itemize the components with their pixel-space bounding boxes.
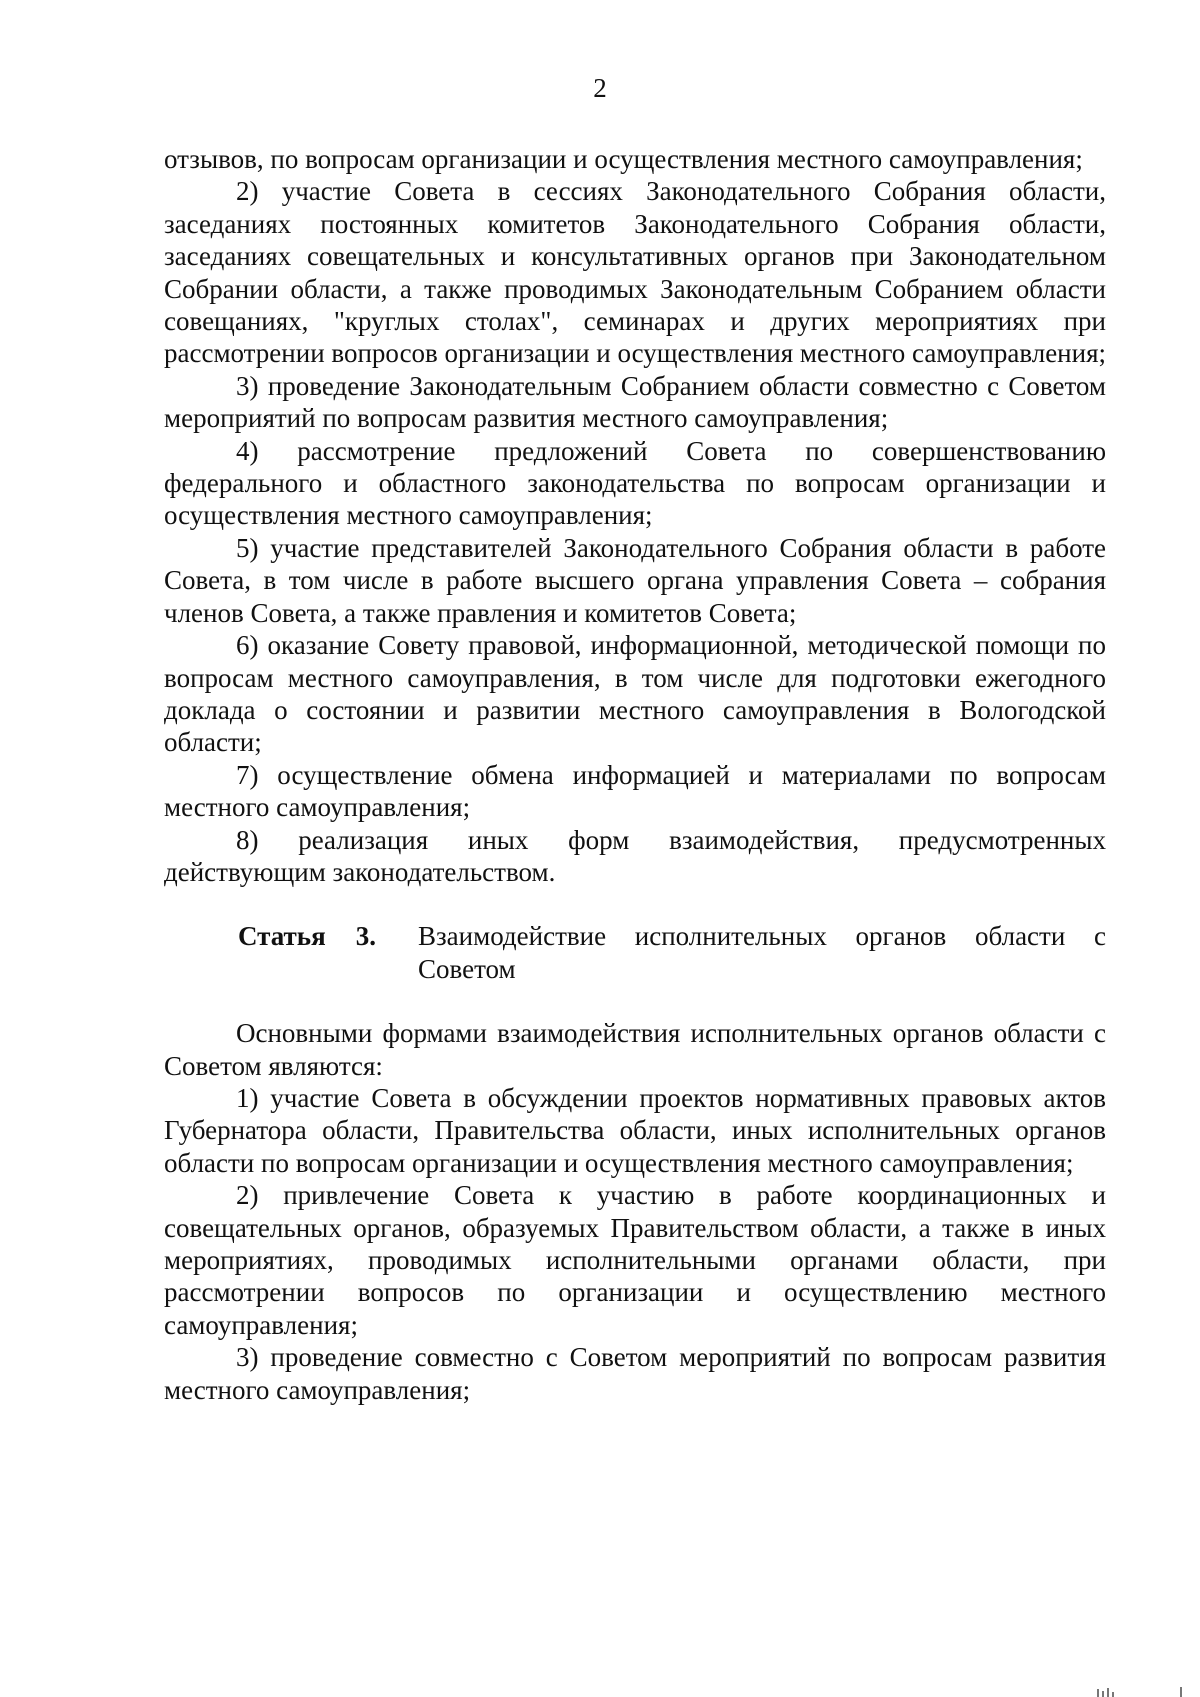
paragraph: отзывов, по вопросам организации и осуществления местного самоуправления;	[164, 144, 1083, 174]
paragraph: 2) привлечение Совета к участию в работе координационных и совещательных органов, образуемых Правительством области, а также в иных мероприятиях, проводимых исполнительными органами области, при рассмотрении вопросов по организации и осуществлению местного самоуправления;	[164, 1180, 1106, 1340]
article-number: 3.	[355, 921, 376, 952]
article-heading	[164, 920, 1106, 985]
paragraph: 2) участие Совета в сессиях Законодательного Собрания области, заседаниях постоянных комитетов Законодательного Собрания области, заседаниях совещательных и консультативных органов при Законодательном Собрании области, а также проводимых Законодательным Собранием области совещаниях, "круглых столах", семинарах и других мероприятиях при рассмотрении вопросов организации и осуществления местного самоуправления;	[164, 176, 1106, 369]
document-body	[164, 143, 1106, 1406]
scan-artifact-marks	[1097, 1687, 1182, 1697]
article-title: Взаимодействие исполнительных органов области с Советом	[418, 921, 1106, 984]
article-word: Статья	[238, 921, 326, 952]
page-number: 2	[593, 73, 607, 103]
article-label	[238, 920, 418, 985]
paragraph: 1) участие Совета в обсуждении проектов нормативных правовых актов Губернатора области, Правительства области, иных исполнительных органов области по вопросам организации и осуществления местного самоуправления;	[164, 1082, 1106, 1178]
paragraph: 3) проведение совместно с Советом мероприятий по вопросам развития местного самоуправления;	[164, 1342, 1106, 1405]
paragraph: 7) осуществление обмена информацией и материалами по вопросам местного самоуправления;	[164, 759, 1106, 823]
paragraph: 8) реализация иных форм взаимодействия, предусмотренных действующим законодательством.	[164, 824, 1106, 887]
paragraph: Основными формами взаимодействия исполнительных органов области с Советом являются:	[164, 1018, 1106, 1081]
paragraph: 6) оказание Совету правовой, информационной, методической помощи по вопросам местного самоуправления, в том числе для подготовки ежегодного доклада о состоянии и развитии местного самоуправления в Вологодской области;	[164, 630, 1106, 758]
paragraph: 5) участие представителей Законодательного Собрания области в работе Совета, в том числе в работе высшего органа управления Совета – собрания членов Совета, а также правления и комитетов Совета;	[164, 532, 1106, 628]
article-2-items	[164, 143, 1106, 888]
paragraph: 4) рассмотрение предложений Совета по совершенствованию федерального и областного законодательства по вопросам организации и осуществления местного самоуправления;	[164, 435, 1106, 531]
paragraph: 3) проведение Законодательным Собранием области совместно с Советом мероприятий по вопросам развития местного самоуправления;	[164, 370, 1106, 434]
article-3-items	[164, 1017, 1106, 1406]
